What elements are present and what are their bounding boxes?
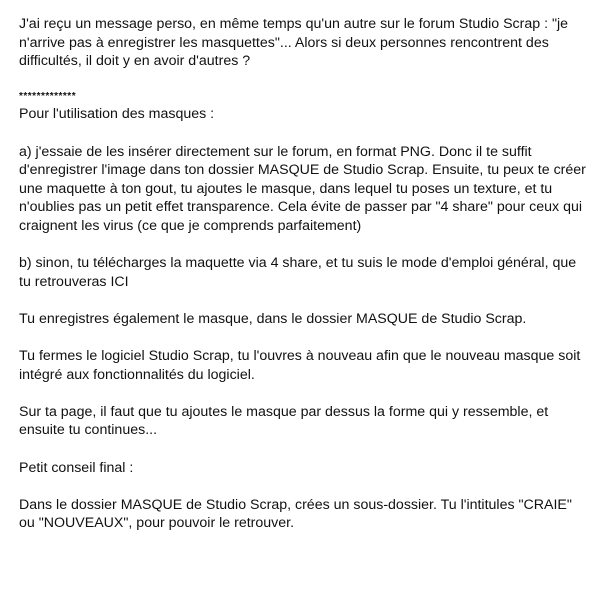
option-b-paragraph: b) sinon, tu télécharges la maquette via 4 share, et tu suis le mode d'emploi général, que tu retrouveras ICI <box>19 255 577 290</box>
separator-line: ************* <box>19 91 77 103</box>
tip-paragraph: Dans le dossier MASQUE de Studio Scrap, crées un sous-dossier. Tu l'intitules "CRAIE" ou "NOUVEAUX", pour pouvoir le retrouver. <box>19 496 572 532</box>
intro-paragraph: J'ai reçu un message perso, en même temps qu'un autre sur le forum Studio Scrap : "je n'arrive pas à enregistrer les masquettes"... Alors si deux personnes rencontrent des difficultés, il doit y en avoir d'autres ? <box>19 16 569 70</box>
save-mask-paragraph: Tu enregistres également le masque, dans le dossier MASQUE de Studio Scrap. <box>19 310 527 327</box>
tip-heading: Petit conseil final : <box>19 459 134 476</box>
section-heading: Pour l'utilisation des masques : <box>19 106 215 123</box>
restart-software-paragraph: Tu fermes le logiciel Studio Scrap, tu l'ouvres à nouveau afin que le nouveau masque soit intégré aux fonctionnalités du logiciel. <box>19 348 581 383</box>
option-a-paragraph: a) j'essaie de les insérer directement sur le forum, en format PNG. Donc il te suffit d'enregistrer l'image dans ton dossier MASQUE de Studio Scrap. Ensuite, tu peux te créer une maquette à ton gout, tu ajoutes le masque, dans lequel tu poses un texture, et tu n'oublies pas un petit effet transparence. Cela évite de passer par "4 share" pour ceux qui craignent les virus (ce que je comprends parfaitement) <box>19 143 586 234</box>
forum-post-body <box>19 15 589 533</box>
apply-mask-paragraph: Sur ta page, il faut que tu ajoutes le masque par dessus la forme qui y ressemble, et ensuite tu continues... <box>19 403 549 439</box>
